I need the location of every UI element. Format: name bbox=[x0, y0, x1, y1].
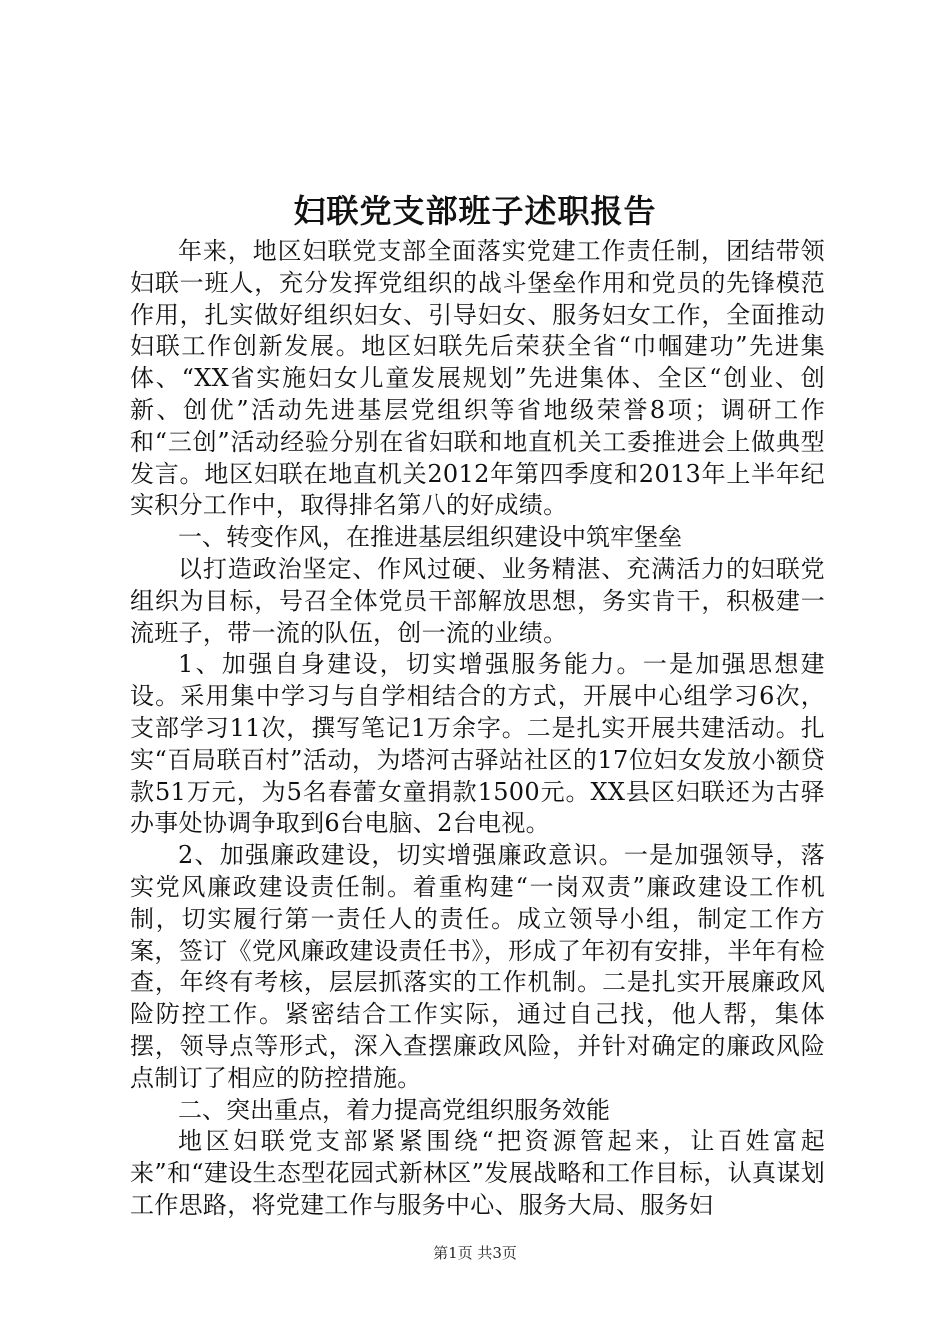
paragraph-intro: 年来，地区妇联党支部全面落实党建工作责任制，团结带领妇联一班人，充分发挥党组织的战斗堡垒作用和党员的先锋模范作用，扎实做好组织妇女、引导妇女、服务妇女工作，全面推动妇联工作创新发展。地区妇联先后荣获全省“巾帼建功”先进集体、“XX省实施妇女儿童发展规划”先进集体、全区“创业、创新、创优”活动先进基层党组织等省地级荣誉8项；调研工作和“三创”活动经验分别在省妇联和地直机关工委推进会上做典型发言。地区妇联在地直机关2012年第四季度和2013年上半年纪实积分工作中，取得排名第八的好成绩。 bbox=[130, 237, 825, 520]
paragraph-item-1: 1、加强自身建设，切实增强服务能力。一是加强思想建设。采用集中学习与自学相结合的方式，开展中心组学习6次，支部学习11次，撰写笔记1万余字。二是扎实开展共建活动。扎实“百局联百村”活动，为塔河古驿站社区的17位妇女发放小额贷款51万元，为5名春蕾女童捐款1500元。XX县区妇联还为古驿办事处协调争取到6台电脑、2台电视。 bbox=[130, 650, 825, 838]
document-body bbox=[130, 236, 825, 1222]
section-heading-1: 一、转变作风，在推进基层组织建设中筑牢堡垒 bbox=[178, 523, 682, 552]
page-footer: 第1页 共3页 bbox=[433, 1244, 517, 1262]
section-heading-2: 二、突出重点，着力提高党组织服务效能 bbox=[178, 1095, 610, 1124]
paragraph-item-2: 2、加强廉政建设，切实增强廉政意识。一是加强领导，落实党风廉政建设责任制。着重构建“一岗双责”廉政建设工作机制，切实履行第一责任人的责任。成立领导小组，制定工作方案，签订《党风廉政建设责任书》，形成了年初有安排，半年有检查，年终有考核，层层抓落实的工作机制。二是扎实开展廉政风险防控工作。紧密结合工作实际，通过自己找，他人帮，集体摆，领导点等形式，深入查摆廉政风险，并针对确定的廉政风险点制订了相应的防控措施。 bbox=[130, 841, 825, 1092]
document-title: 妇联党支部班子述职报告 bbox=[293, 192, 657, 230]
paragraph-section-2-intro: 地区妇联党支部紧紧围绕“把资源管起来，让百姓富起来”和“建设生态型花园式新林区”发展战略和工作目标，认真谋划工作思路，将党建工作与服务中心、服务大局、服务妇 bbox=[130, 1127, 825, 1219]
paragraph-section-1-intro: 以打造政治坚定、作风过硬、业务精湛、充满活力的妇联党组织为目标，号召全体党员干部解放思想，务实肯干，积极建一流班子，带一流的队伍，创一流的业绩。 bbox=[130, 554, 825, 647]
